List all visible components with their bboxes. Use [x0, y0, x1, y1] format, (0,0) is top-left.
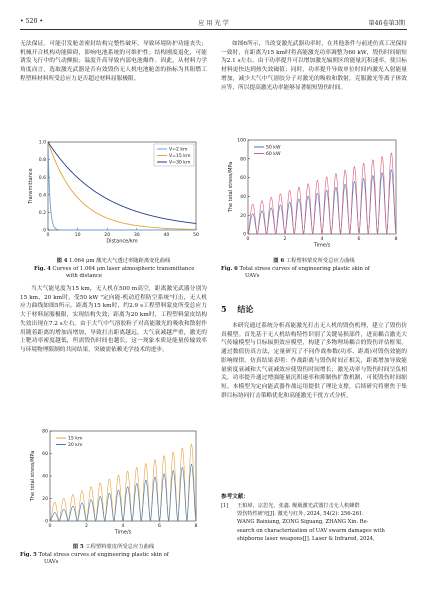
series-line: [248, 153, 396, 234]
fig6-en-line1: Total stress curves of engineering plastic skin of: [239, 265, 370, 272]
x-axis-label: Time/s: [114, 529, 132, 536]
legend-label: V=30 km: [169, 160, 191, 166]
figure-5-caption: [20, 544, 207, 567]
fig4-en-line2: with distance: [66, 273, 103, 280]
x-tick-label: 0: [48, 524, 52, 529]
reference-line: WANG Baixiang, ZONG Siguang, ZHANG Xin. Re-: [237, 519, 369, 526]
figure-5: [26, 427, 204, 540]
series-line: [50, 444, 196, 521]
y-tick-label: 60: [240, 176, 246, 182]
x-tick-label: 2: [85, 524, 88, 529]
right-paragraph-1: 如图6所示，当改变激光武器功率时，在其他条件与前述仿真工况保持一致时，在距离为15 km时将高能激光功率调整为60 kW，毁伤时间缩短为2.1 s左右。由于功率提升可以增加激光辐照区的能量沉积速率，使目标材料更快达到热失效阈值；同时，功率提升导致单位时间内激光入射能量增加，减少大气中气溶胶分子对激光的吸收和散射，克服激光等离子体效应等，所以提高激光功率能够显著缩短毁伤时间。: [221, 41, 407, 91]
y-tick-label: 80: [240, 157, 246, 163]
x-tick-label: 4: [320, 237, 324, 242]
left-paragraph-2: 当大气能见度为15 km，无人机在500 m高空，距离激光武器分别为15 km、20 km时，受50 kW "定向能-机动近程防空系统"打击，无人机应力曲线如图5所示。距离为15 km时，约2.9 s工程塑料蒙皮所受总应力大于材料屈服极限，实现结构失效；距离为20 km时，工程塑料蒙皮结构失效出现在7.2 s左右。由于大气中气溶胶粒子对高能激光的吸收和散射作用随着距离的增加而增加，导致打击距离越远，大气衰减越严重，激光的上靶功率密度越低，所需毁伤时间也越长，这一现象本质是能量传输效率与环境物理限制的共同结果，突破需依赖光学技术的进步。: [20, 286, 207, 353]
reference-line: shipborne laser weapons[J]. Laser & Infrared, 2024,: [237, 535, 375, 542]
x-tick-label: 6: [158, 524, 161, 529]
fig4-cn-num: 图 4: [56, 258, 68, 264]
legend-label: V=15 km: [169, 154, 191, 160]
fig6-cn-text: 工程塑料蒙皮所受总应力曲线: [285, 258, 355, 264]
x-tick-label: 8: [394, 237, 398, 242]
x-axis-label: Distance/km: [106, 238, 138, 245]
fig4-cn-text: 1.064 μm 激光大气透过率随距离变化曲线: [69, 258, 171, 264]
y-tick-label: 0.6: [38, 175, 46, 181]
journal-title: 应 用 光 学: [198, 20, 229, 27]
y-axis-label: The total stress/MPa: [30, 450, 36, 502]
fig5-cn-text: 工程塑料蒙皮所受总应力曲线: [85, 544, 155, 550]
fig4-en-num: Fig. 4: [34, 265, 51, 272]
y-tick-label: 0: [243, 232, 246, 238]
figure-6-caption: [221, 258, 407, 281]
y-tick-label: 0.4: [38, 193, 46, 199]
stress-chart-power: [224, 136, 404, 254]
y-tick-label: 20: [42, 497, 48, 503]
fig4-en-line1: Curves of 1.064 μm laser atmospheric transmittance: [52, 265, 195, 272]
y-tick-label: 0: [43, 228, 46, 234]
x-tick-label: 30: [133, 233, 140, 238]
series-line: [50, 464, 196, 521]
fig5-en-line2: UAVs: [44, 559, 59, 566]
header-rule: [20, 29, 407, 30]
conclusion-paragraph: 本研究通过系统分析高能激光打击无人机的毁伤机理，建立了毁伤仿真模型。首先基于无人机结构特性识别了关键易损部件，进而耦合激光大气传输模型与目标辐照效应模型，构建了多物理场耦合的毁伤评估框架。通过数值仿真方法，定量研究了不同作战参数(功率、距离)对毁伤效能的影响规律。仿真结果表明：作战距离与毁伤时间正相关，距离增加导致能量密度衰减和大气衰减效应使毁伤时间增长；激光功率与毁伤时间呈负相关，功率提升通过增强能量沉积速率和抑制热扩散机制，可使毁伤时间缩短。本模型为定向能武器作战运用提供了理论支撑，后续研究将聚焦于集群目标协同打击策略优化和高能激光干扰方式分析。: [221, 323, 407, 399]
left-paragraph-1: 无法保证。可能引发舱盖密封结构完整性破坏，导致环境防护功能丧失；机械开合机构功能障碍，影响电池系统的可维护性；结构刚度退化，可能诱发飞行中的气动颤振；温度升高导致内部电池爆炸。因此，从材料力学角度而言，选取激光武器是否有效毁伤无人机电池舱盖的指标为其阻燃工程塑料材料所受总应力是否超过材料屈服极限。: [20, 41, 207, 82]
x-tick-label: 8: [194, 524, 198, 529]
y-axis-label: Transmittance: [28, 168, 34, 204]
figure-6: [224, 136, 404, 254]
y-tick-label: 0.2: [38, 211, 46, 216]
reference-line: search on characterization of UAV swarm damages with: [237, 527, 385, 534]
x-tick-label: 0: [46, 233, 50, 238]
stress-chart-distance: [26, 427, 204, 540]
fig6-en-num: Fig. 6: [221, 265, 238, 272]
x-tick-label: 0: [246, 237, 250, 242]
transmittance-chart: [24, 138, 204, 252]
volume-issue: 第46卷第3期: [368, 20, 405, 27]
x-tick-label: 2: [283, 237, 287, 242]
legend-label: 20 km: [68, 443, 83, 449]
y-tick-label: 40: [42, 474, 48, 480]
x-axis-label: Time/s: [313, 242, 331, 249]
y-axis-label: The total stress/MPa: [228, 161, 234, 213]
fig6-en-line2: UAVs: [245, 273, 260, 280]
page-number: • 520 •: [20, 18, 44, 25]
legend-label: 50 kW: [266, 145, 281, 151]
y-tick-label: 80: [42, 429, 48, 435]
x-tick-label: 40: [163, 233, 170, 238]
figure-4-caption: [20, 258, 207, 281]
reference-line: 王柏璋，宗思光，张鑫. 舰载激光武器打击无人机蜂群: [237, 503, 360, 509]
x-tick-label: 4: [121, 524, 125, 529]
reference-number: [1]: [221, 503, 229, 509]
y-tick-label: 40: [240, 195, 246, 200]
y-tick-label: 0.8: [38, 158, 46, 164]
section-number: 5: [221, 304, 227, 314]
x-tick-label: 20: [104, 233, 111, 238]
legend-label: 60 kW: [266, 152, 281, 158]
y-tick-label: 20: [240, 213, 246, 219]
y-tick-label: 1.0: [38, 140, 46, 146]
x-tick-label: 10: [74, 233, 81, 238]
y-tick-label: 0: [45, 519, 48, 525]
section-heading: [221, 304, 253, 315]
fig5-cn-num: 图 5: [72, 544, 84, 550]
y-tick-label: 60: [42, 452, 48, 458]
reference-line: 毁伤特性研究[J]. 激光与红外, 2024, 54(2): 256-261.: [237, 511, 364, 518]
legend-label: V=2 km: [169, 147, 188, 153]
fig5-en-num: Fig. 5: [20, 551, 37, 558]
y-tick-label: 100: [237, 138, 246, 144]
figure-4: [24, 138, 204, 252]
section-title: 结论: [237, 304, 254, 314]
legend-label: 15 km: [68, 436, 83, 442]
fig6-cn-num: 图 6: [273, 258, 285, 264]
x-tick-label: 6: [357, 237, 361, 242]
references-title: 参考文献：: [221, 494, 249, 500]
x-tick-label: 50: [193, 233, 199, 238]
fig5-en-line1: Total stress curves of engineering plastic skin of: [38, 551, 169, 558]
reference-item-1: [221, 502, 407, 543]
